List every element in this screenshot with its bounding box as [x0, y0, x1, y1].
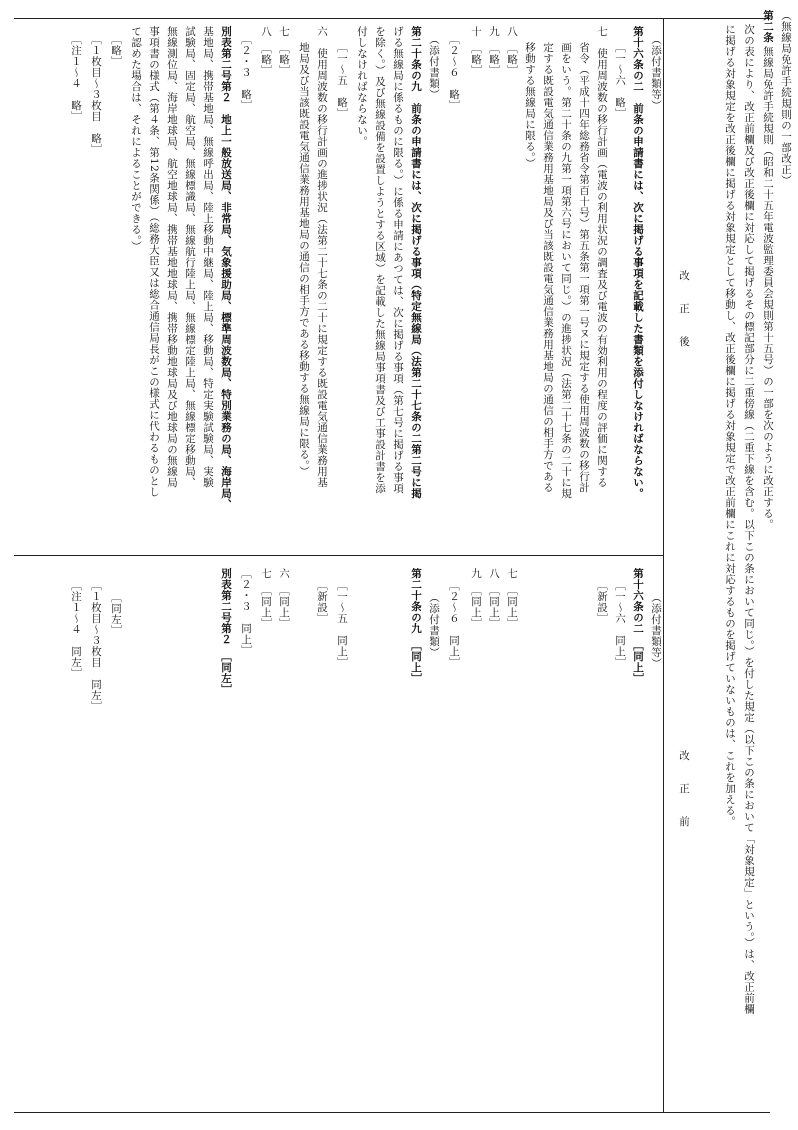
before-appendix: 別表第二号第２ ［同左］ — [220, 568, 232, 695]
after-item-7-line4: 定する既設電気通信業務用基地局及び当該既設電気通信業務用基地局の通信の相手方である — [542, 42, 554, 493]
intro-line-1: 無線局免許手続規則（昭和二十五年電波監理委員会規則第十五号）の一部を次のように改正する。 — [762, 46, 774, 530]
after-items-1-5: ［一～五 略］ — [336, 42, 348, 119]
after-caption-attachments: （添付書類等） — [650, 34, 662, 111]
before-paragraphs: ［２～６ 同上］ — [448, 580, 460, 668]
after-item-7-line1: 七 使用周波数の移行計画（電波の利用状況の調査及び電波の有効利用の程度の評価に関する — [596, 26, 608, 488]
document-title: （無線局免許手続規則の一部改正） — [780, 10, 792, 186]
after-appendix-line1: 別表第二号第２ 地上一般放送局、非常局、気象援助局、標準周波数局、特別業務の局、海岸局、 — [220, 26, 232, 510]
after-paragraphs: ［２～６ 略］ — [448, 34, 460, 111]
after-item-7b: 七 ［略］ — [278, 26, 290, 76]
before-article-16-2: 第十六条の二 ［同上］ — [632, 568, 644, 684]
before-omitted: ［同左］ — [110, 592, 122, 636]
after-sheets: ［１枚目～３枚目 略］ — [90, 34, 102, 155]
table-top-border — [14, 18, 770, 19]
header-before: 改 正 前 — [678, 750, 690, 833]
after-appendix-line2: 基地局、携帯基地局、無線呼出局、陸上移動中継局、陸上局、移動局、特定実験試験局、実験 — [202, 26, 214, 488]
after-omitted: ［略］ — [110, 34, 122, 67]
before-items-1-5: ［一～五 同上］ — [336, 580, 348, 668]
after-item-8: 八 ［略］ — [506, 26, 518, 76]
after-appendix-line4: 無線測位局、海岸地球局、航空地球局、携帯基地地球局、携帯移動地球局及び地球局の無線局 — [166, 26, 178, 488]
after-paragraphs-2-3: ［２・３ 略］ — [240, 34, 252, 111]
after-notes: ［注１～４ 略］ — [70, 34, 82, 122]
table-row-divider — [14, 555, 664, 556]
after-item: ［一～六 略］ — [614, 42, 626, 119]
after-appendix-line5: 事項書の様式（第４条、第12条関係）（総務大臣又は総合通信局長がこの様式に代わるものとし — [148, 26, 160, 498]
table-column-divider-header — [663, 18, 664, 1112]
before-item-8: 八 ［同上］ — [488, 568, 500, 629]
before-item-7b: 七 ［同上］ — [260, 568, 272, 629]
before-items-1-6: ［一～六 同上］ — [614, 580, 626, 668]
article-label: 第二条 — [762, 10, 774, 43]
before-item-7: 七 ［同上］ — [506, 568, 518, 629]
before-caption-attachments: （添付書類等） — [650, 592, 662, 669]
before-item-6: 六 ［同上］ — [278, 568, 290, 629]
before-paragraphs-2-3: ［２・３ 同上］ — [240, 568, 252, 656]
after-item-7-line5: 移動する無線局に限る。） — [524, 42, 536, 169]
after-item-9: 九 ［略］ — [488, 26, 500, 76]
before-article-20-9: 第二十条の九 ［同上］ — [410, 568, 422, 684]
before-notes: ［注１～４ 同左］ — [70, 580, 82, 679]
before-caption-attachments-2: （添付書類） — [428, 592, 440, 658]
after-article-20-9: 第二十条の九 前条の申請書には、次に掲げる事項（特定無線局（法第二十七条の二第二号に掲 — [410, 26, 422, 499]
intro-line-3: に掲げる対象規定を改正後欄に掲げる対象規定として移動し、改正後欄に掲げる対象規定で改正前欄にこれに対応するものを掲げていないものは、これを加える。 — [724, 24, 736, 827]
after-article-20-9-line4: 付しなければならない。 — [356, 26, 368, 147]
after-item-8b: 八 ［略］ — [260, 26, 272, 76]
before-item-9: 九 ［同上］ — [470, 568, 482, 629]
after-item-6-line1: 六 使用周波数の移行計画の進捗状況（法第二十七条の二十に規定する既設電気通信業務用基 — [316, 26, 328, 488]
after-article-16-2: 第十六条の二 前条の申請書には、次に掲げる事項を記載した書類を添付しなければならない。 — [632, 26, 644, 499]
before-new-2: ［新設］ — [316, 580, 328, 624]
after-article-20-9-line3: を除く。）及び無線設備を設置しようとする区域）を記載した無線局事項書及び工事設計書を添 — [374, 26, 386, 494]
after-caption-attachments-2: （添付書類） — [428, 34, 440, 100]
after-article-20-9-line2: げる無線局に係るものに限る。）に係る申請にあつては、次に掲げる事項（第七号に掲げる事項 — [392, 26, 404, 494]
after-appendix-line3: 試験局、固定局、航空局、無線標識局、無線航行陸上局、無線標定陸上局、無線標定移動局、 — [184, 26, 196, 488]
after-item-10: 十 ［略］ — [470, 26, 482, 76]
table-bottom-border — [14, 1112, 770, 1113]
after-item-6-line2: 地局及び当該既設電気通信業務用基地局の通信の相手方である移動する無線局に限る。） — [298, 42, 310, 477]
after-item-7-line3: 画をいう。第二十条の九第一項第六号において同じ。）の進捗状況（法第二十七条の二十に規 — [560, 42, 572, 499]
header-after: 改 正 後 — [678, 270, 690, 353]
before-new-1: ［新設］ — [596, 580, 608, 624]
before-sheets: ［１枚目～３枚目 同左］ — [90, 580, 102, 712]
after-item-7-line2: 省令（平成十四年総務省令第百十号）第五条第一項第一号ヌに規定する使用周波数の移行計 — [578, 42, 590, 493]
intro-line-2: 次の表により、改正前欄及び改正後欄に対応して掲げるその標記部分に二重傍線（二重下線を含む。以下この条において同じ。）を付した規定（以下この条において「対象規定」という。）は、改正前欄 — [743, 24, 755, 1015]
after-appendix-line6: て認めた場合は、それによることができる。） — [130, 26, 142, 252]
